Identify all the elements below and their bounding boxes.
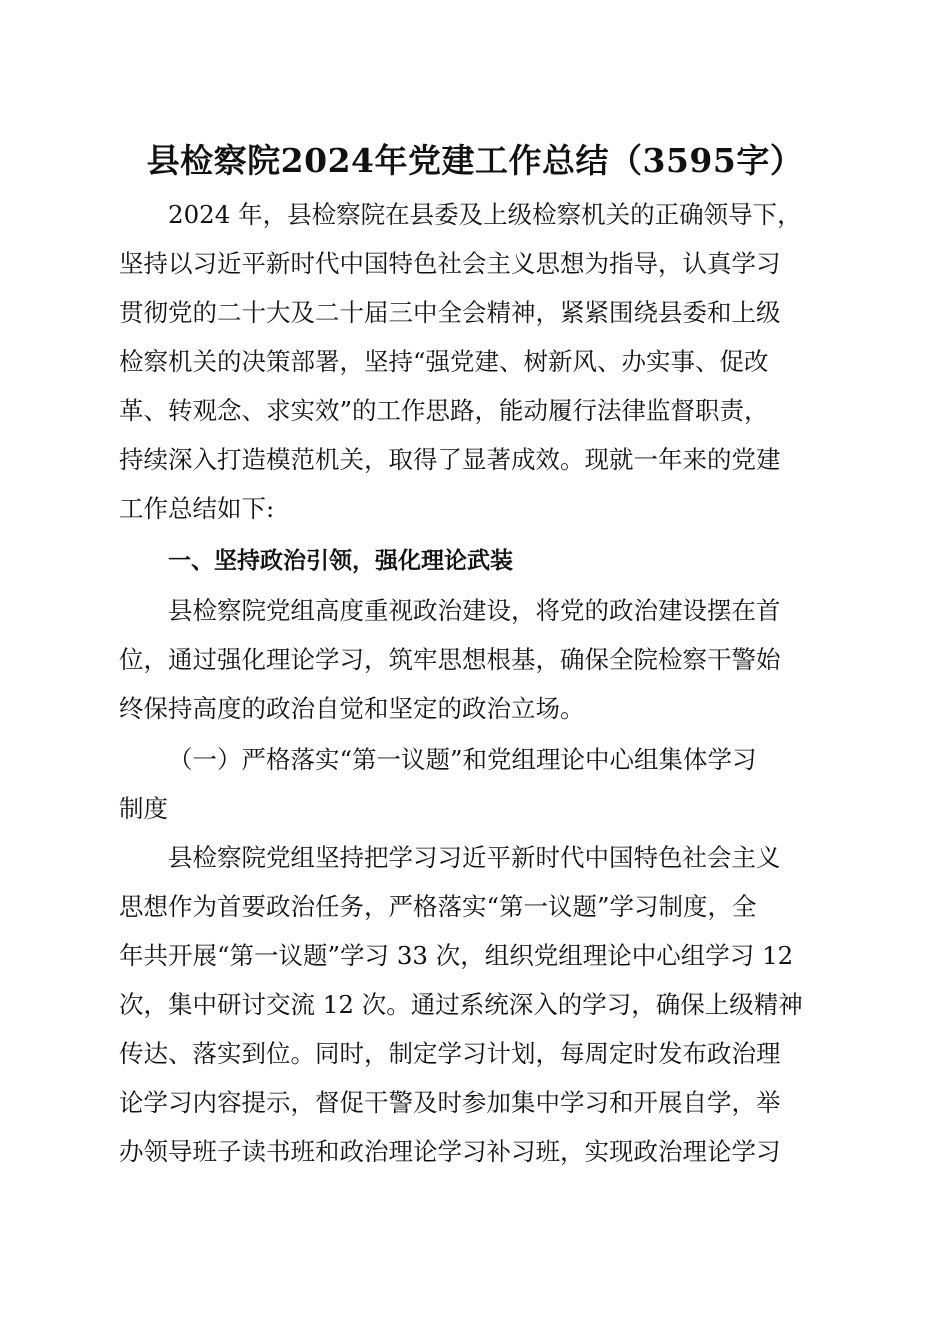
text-line: 工作总结如下: [119,494,275,523]
text-line: 传达、落实到位。同时，制定学习计划，每周定时发布政治理 [119,1039,781,1068]
text-line: 县检察院党组坚持把学习习近平新时代中国特色社会主义 [168,843,781,872]
text-line: 坚持以习近平新时代中国特色社会主义思想为指导，认真学习 [119,249,781,278]
section-heading [119,537,823,586]
document-title: 县检察院2024年党建工作总结（3595字） [146,141,804,180]
text-line: 检察机关的决策部署，坚持“强党建、树新风、办实事、促改 [119,347,769,376]
section1-paragraph [119,586,823,733]
text-line: 思想作为首要政治任务，严格落实“第一议题”学习制度，全 [119,892,757,921]
text-line: 县检察院党组高度重视政治建设，将党的政治建设摆在首 [168,596,781,625]
text-line: 持续深入打造模范机关，取得了显著成效。现就一年来的党建 [119,445,781,474]
text-line: （一）严格落实“第一议题”和党组理论中心组集体学习 [168,745,757,774]
text-line: 革、转观念、求实效”的工作思路，能动履行法律监督职责， [119,396,769,425]
text-line: 制度 [119,794,168,823]
text-line: 2024 年，县检察院在县委及上级检察机关的正确领导下， [168,200,802,229]
text-line: 办领导班子读书班和政治理论学习补习班，实现政治理论学习 [119,1137,781,1166]
subsection-paragraph [119,833,823,1176]
section-heading-text: 一、坚持政治引领，强化理论武装 [168,548,513,574]
subsection-heading [119,735,823,833]
text-line: 位，通过强化理论学习，筑牢思想根基，确保全院检察干警始 [119,645,781,674]
intro-paragraph [119,190,823,533]
text-line: 终保持高度的政治自觉和坚定的政治立场。 [119,694,585,723]
text-line: 次，集中研讨交流 12 次。通过系统深入的学习，确保上级精神 [119,990,803,1019]
text-line: 年共开展“第一议题”学习 33 次，组织党组理论中心组学习 12 [119,941,794,970]
text-line: 贯彻党的二十大及二十届三中全会精神，紧紧围绕县委和上级 [119,298,781,327]
text-line: 论学习内容提示，督促干警及时参加集中学习和开展自学，举 [119,1088,781,1117]
